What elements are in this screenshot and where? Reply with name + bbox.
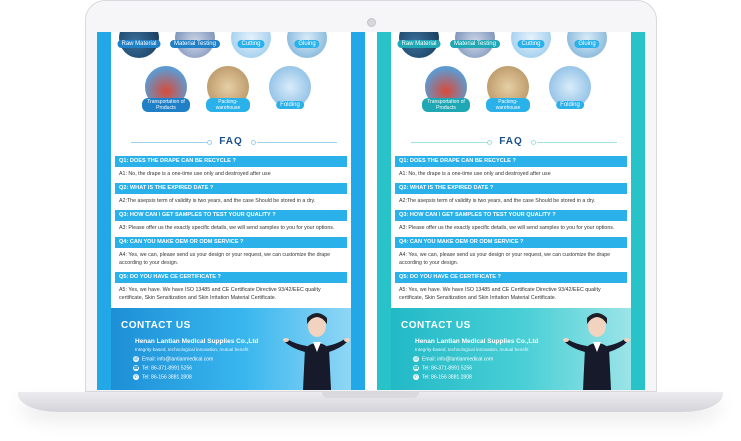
faq-answer: A2:The asepsis term of validity is two years, and the case Should be stored in a dry. <box>399 198 596 204</box>
process-gluing <box>285 32 329 58</box>
email-icon: @ <box>133 356 139 361</box>
process-packing <box>203 64 253 110</box>
phone-icon: ☎ <box>133 365 139 370</box>
laptop-screen <box>97 32 645 390</box>
contact-email[interactable] <box>133 356 213 362</box>
process-folding <box>265 64 315 110</box>
company-tagline: Integrity-based, technological innovation, mutual benefit <box>415 347 529 352</box>
process-label: Folding <box>276 101 304 109</box>
laptop-notch <box>322 392 419 398</box>
faq-question: Q3: HOW CAN I GET SAMPLES TO TEST YOUR QUALITY ? <box>115 210 347 221</box>
faq-answer: according to your design. <box>119 260 179 266</box>
faq-question: Q3: HOW CAN I GET SAMPLES TO TEST YOUR QUALITY ? <box>395 210 627 221</box>
company-name: Henan Lantian Medical Supplies Co.,Ltd <box>135 338 259 345</box>
faq-answer: A5: Yes, we have. We have ISO 13485 and CE Certificate Directive 93/42/EEC quality <box>119 287 321 293</box>
process-label: Folding <box>556 101 584 109</box>
phone-text: Tel: 86-371-8991 5256 <box>422 365 473 372</box>
faq-answer: A4: Yes, we can, please send us your design or your request, we can customize the drape <box>119 252 331 258</box>
faq-answer: A3: Please offer us the exactly specific details, we will send samples to you for your options. <box>119 225 335 231</box>
faq-question: Q5: DO YOU HAVE CE CERTIFICATE ? <box>115 272 347 283</box>
faq-answer: A5: Yes, we have. We have ISO 13485 and CE Certificate Directive 93/42/EEC quality <box>399 287 601 293</box>
process-cutting <box>509 32 553 58</box>
mobile-icon: ✆ <box>414 374 418 379</box>
company-name: Henan Lantian Medical Supplies Co.,Ltd <box>415 338 539 345</box>
process-transportation <box>141 64 191 110</box>
panel-right <box>377 32 645 390</box>
faq-answer: A1: No, the drape is a one-time use only and destroyed after use <box>119 171 271 177</box>
process-label: Cutting <box>237 40 264 48</box>
process-label: Raw Material <box>397 40 440 48</box>
process-material-testing <box>453 32 497 58</box>
contact-banner <box>391 308 631 390</box>
contact-title: CONTACT US <box>401 320 471 331</box>
process-folding <box>545 64 595 110</box>
mobile-text: Tel: 86-156 3881 2808 <box>422 374 472 381</box>
contact-email[interactable] <box>413 356 493 362</box>
faq-question: Q4: CAN YOU MAKE OEM OR ODM SERVICE ? <box>115 237 347 248</box>
process-raw-material <box>397 32 441 58</box>
email-icon: @ <box>413 356 419 361</box>
process-label: Transportation of Products <box>422 98 470 112</box>
faq-answer: A3: Please offer us the exactly specific details, we will send samples to you for your options. <box>399 225 615 231</box>
process-label: Raw Material <box>117 40 160 48</box>
process-material-testing <box>173 32 217 58</box>
faq-question: Q1: DOES THE DRAPE CAN BE RECYCLE ? <box>115 156 347 167</box>
faq-question: Q2: WHAT IS THE EXPIRED DATE ? <box>395 183 627 194</box>
phone-icon: ☎ <box>413 365 419 370</box>
faq-dot-icon <box>251 140 256 145</box>
faq-answer: A1: No, the drape is a one-time use only and destroyed after use <box>399 171 551 177</box>
process-label: Gluing <box>294 40 319 48</box>
process-label: Material Testing <box>450 40 500 48</box>
process-cutting <box>229 32 273 58</box>
faq-divider-right <box>537 142 617 143</box>
process-packing <box>483 64 533 110</box>
process-label: Transportation of Products <box>142 98 190 112</box>
faq-title: FAQ <box>499 136 523 147</box>
page-content <box>111 32 351 390</box>
faq-question: Q2: WHAT IS THE EXPIRED DATE ? <box>115 183 347 194</box>
contact-mobile[interactable] <box>133 374 192 380</box>
mobile-icon: ✆ <box>134 374 138 379</box>
phone-text: Tel: 86-371-8991 5256 <box>142 365 193 372</box>
process-raw-material <box>117 32 161 58</box>
panel-separator <box>365 32 377 390</box>
faq-answer: according to your design. <box>399 260 459 266</box>
faq-question: Q5: DO YOU HAVE CE CERTIFICATE ? <box>395 272 627 283</box>
faq-answer: A4: Yes, we can, please send us your design or your request, we can customize the drape <box>399 252 611 258</box>
email-text: Email: info@lantianmedical.com <box>422 356 494 363</box>
faq-divider-right <box>257 142 337 143</box>
process-label: Packing-warehouse <box>206 98 250 112</box>
faq-answer: certificate, Skin Sensitization and Skin Irritation Material Certificate. <box>399 295 557 301</box>
faq-answer: certificate, Skin Sensitization and Skin Irritation Material Certificate. <box>119 295 277 301</box>
contact-title: CONTACT US <box>121 320 191 331</box>
process-transportation <box>421 64 471 110</box>
page-content <box>391 32 631 390</box>
panel-left <box>97 32 365 390</box>
mobile-text: Tel: 86-156 3881 2808 <box>142 374 192 381</box>
faq-question: Q4: CAN YOU MAKE OEM OR ODM SERVICE ? <box>395 237 627 248</box>
process-gluing <box>565 32 609 58</box>
process-label: Material Testing <box>170 40 220 48</box>
faq-answer: A2:The asepsis term of validity is two years, and the case Should be stored in a dry. <box>119 198 316 204</box>
customer-service-woman-image <box>563 308 631 390</box>
contact-phone[interactable] <box>413 365 472 371</box>
faq-dot-icon <box>531 140 536 145</box>
contact-banner <box>111 308 351 390</box>
contact-mobile[interactable] <box>413 374 472 380</box>
faq-title: FAQ <box>219 136 243 147</box>
email-text: Email: info@lantianmedical.com <box>142 356 214 363</box>
process-label: Gluing <box>574 40 599 48</box>
contact-phone[interactable] <box>133 365 192 371</box>
webcam-icon <box>367 18 376 27</box>
process-label: Cutting <box>517 40 544 48</box>
company-tagline: Integrity-based, technological innovation, mutual benefit <box>135 347 249 352</box>
customer-service-woman-image <box>283 308 351 390</box>
process-label: Packing-warehouse <box>486 98 530 112</box>
faq-question: Q1: DOES THE DRAPE CAN BE RECYCLE ? <box>395 156 627 167</box>
